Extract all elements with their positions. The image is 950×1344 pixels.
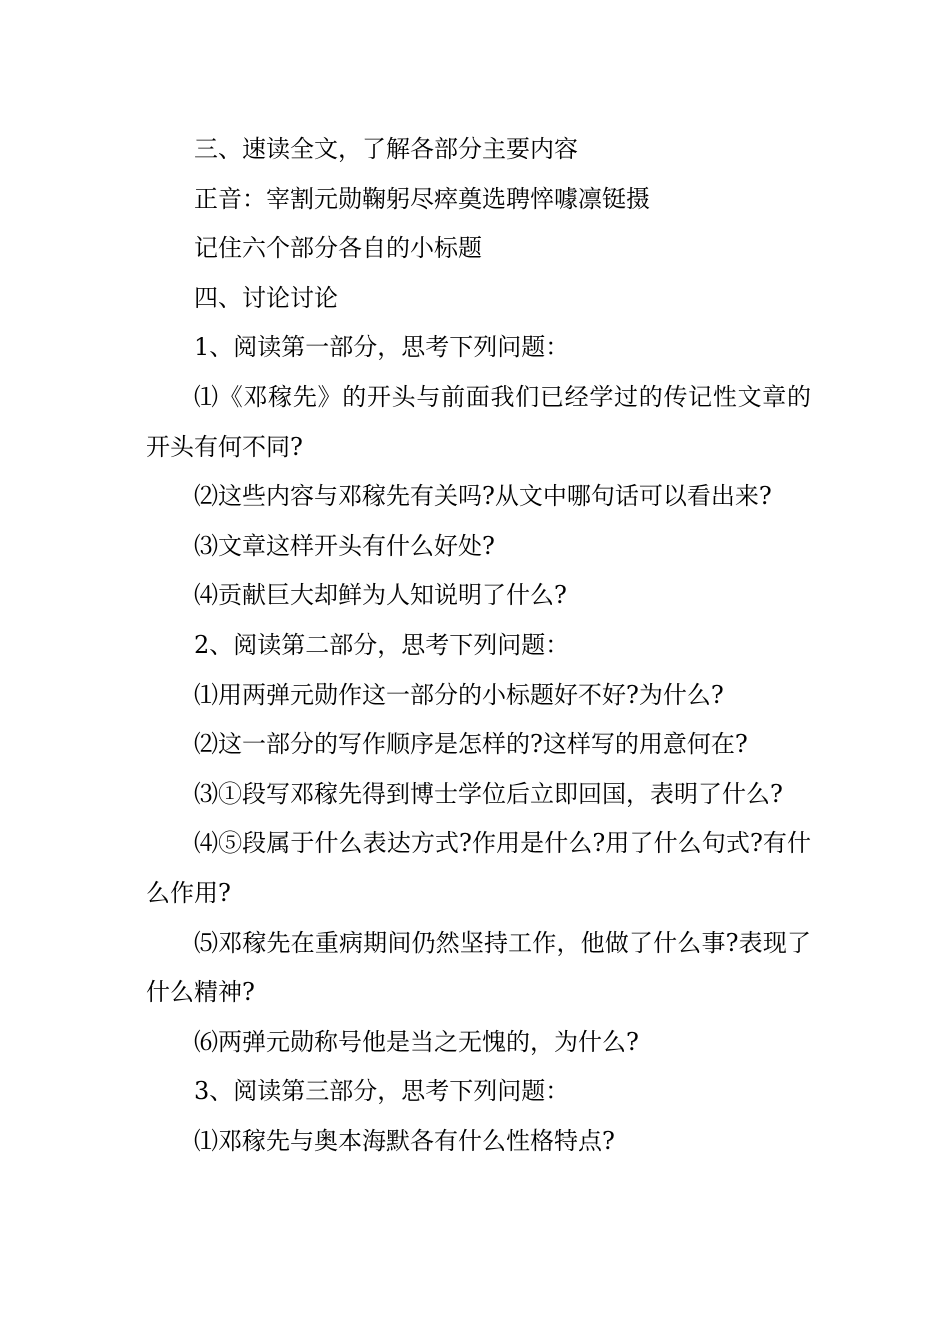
document-body xyxy=(146,125,811,1166)
part-2-question-6: ⑹两弹元勋称号他是当之无愧的，为什么? xyxy=(194,1027,639,1056)
part-2-heading: 2、阅读第二部分，思考下列问题： xyxy=(194,630,570,659)
part-2-question-3: ⑶①段写邓稼先得到博士学位后立即回国，表明了什么? xyxy=(194,779,783,808)
part-2-question-2: ⑵这一部分的写作顺序是怎样的?这样写的用意何在? xyxy=(194,730,748,759)
part-1-heading: 1、阅读第一部分，思考下列问题： xyxy=(194,333,570,362)
part-2-question-5: ⑸邓稼先在重病期间仍然坚持工作，他做了什么事?表现了什么精神? xyxy=(146,928,811,1007)
part-1-question-3: ⑶文章这样开头有什么好处? xyxy=(194,531,495,560)
part-1-question-4: ⑷贡献巨大却鲜为人知说明了什么? xyxy=(194,581,567,610)
pronunciation-line: 正音：宰割元勋鞠躬尽瘁奠选聘悴噱凛铤摄 xyxy=(194,184,650,213)
part-1-question-2: ⑵这些内容与邓稼先有关吗?从文中哪句话可以看出来? xyxy=(194,482,772,511)
section-heading-4: 四、讨论讨论 xyxy=(194,283,338,312)
section-heading-3: 三、速读全文，了解各部分主要内容 xyxy=(194,135,578,163)
part-2-question-1: ⑴用两弹元勋作这一部分的小标题好不好?为什么? xyxy=(194,680,724,709)
part-2-question-4: ⑷⑤段属于什么表达方式?作用是什么?用了什么句式?有什么作用? xyxy=(146,829,811,907)
instruction-line: 记住六个部分各自的小标题 xyxy=(194,234,482,263)
part-3-question-1: ⑴邓稼先与奥本海默各有什么性格特点? xyxy=(194,1126,615,1155)
part-1-question-1: ⑴《邓稼先》的开头与前面我们已经学过的传记性文章的开头有何不同? xyxy=(146,382,811,461)
part-3-heading: 3、阅读第三部分，思考下列问题： xyxy=(194,1077,570,1106)
